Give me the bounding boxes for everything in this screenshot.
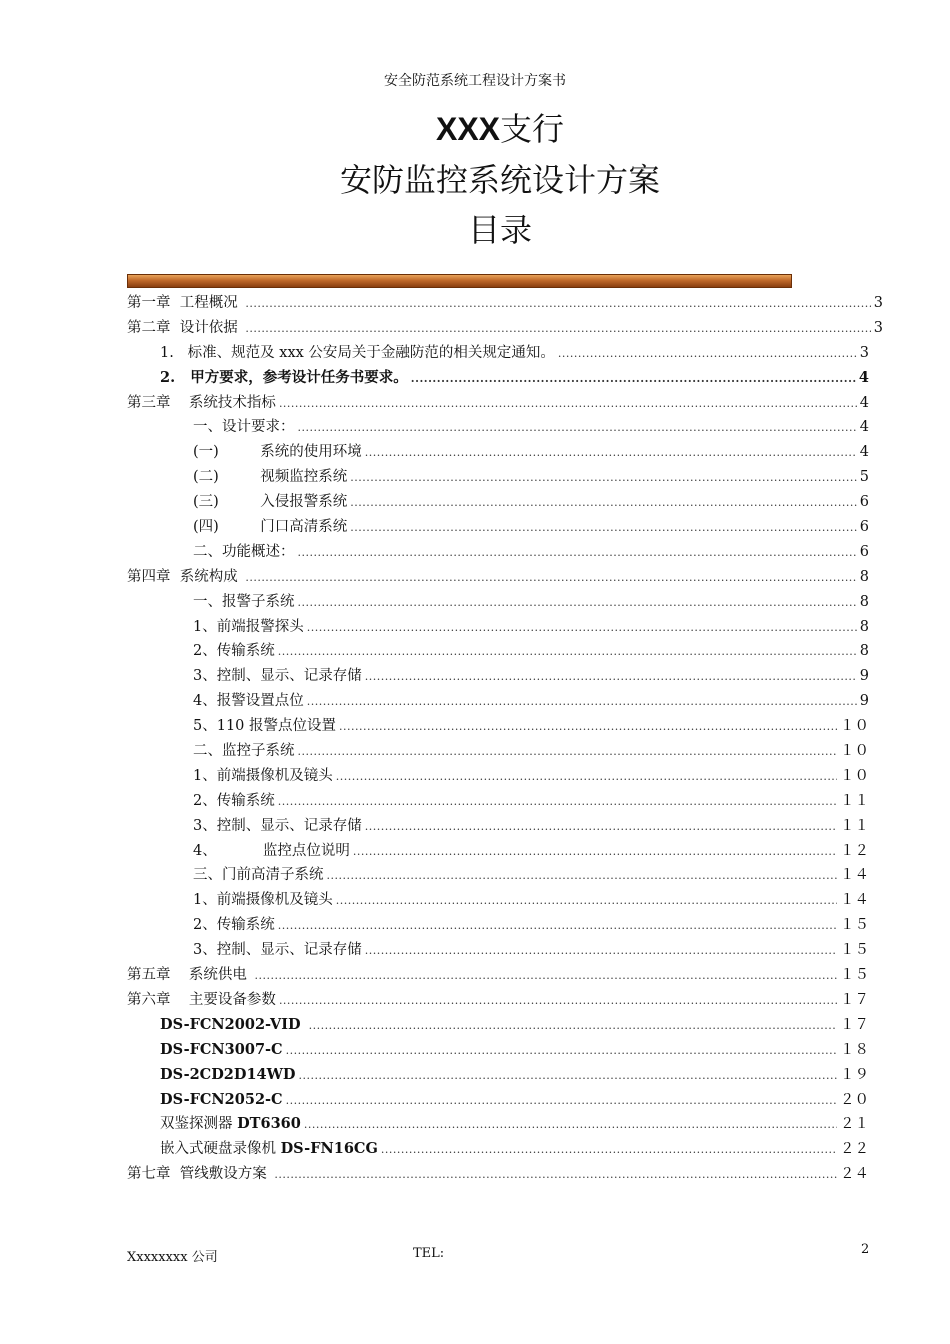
toc-entry[interactable]	[0, 1162, 869, 1187]
toc-entry[interactable]	[0, 415, 869, 440]
document-title-line2: 安防监控系统设计方案	[339, 161, 660, 199]
toc-entry[interactable]	[0, 440, 869, 465]
toc-leader-dots	[365, 815, 837, 840]
toc-leader-dots	[381, 1138, 837, 1163]
toc-entry-page: １４	[840, 892, 869, 909]
toc-entry-page: １５	[840, 942, 869, 959]
toc-entry[interactable]	[0, 615, 869, 640]
toc-entry-title: 3、控制、显示、记录存储	[193, 942, 362, 959]
toc-entry-title	[160, 1112, 301, 1137]
title-branch-suffix: 支行	[500, 110, 565, 148]
toc-leader-dots	[336, 889, 837, 914]
toc-entry-title: 3、控制、显示、记录存储	[193, 817, 362, 834]
toc-entry-title: 1、前端报警探头	[193, 618, 304, 635]
toc-leader-dots	[365, 939, 837, 964]
toc-leader-dots	[245, 317, 870, 342]
toc-entry-page: 9	[859, 693, 869, 710]
toc-leader-dots	[307, 616, 857, 641]
footer-company: Xxxxxxxx 公司	[127, 1250, 218, 1265]
toc-entry-title: DS-FCN3007-C	[160, 1040, 283, 1058]
toc-leader-dots	[304, 1113, 837, 1138]
toc-heading: 目录	[467, 211, 532, 249]
toc-entry-page: １７	[840, 991, 869, 1008]
toc-entry-page: 6	[859, 543, 869, 560]
toc-entry-title: 1. 标准、规范及 xxx 公安局关于金融防范的相关规定通知。	[160, 344, 555, 361]
toc-leader-dots	[286, 1039, 837, 1064]
toc-entry[interactable]	[0, 988, 869, 1013]
toc-leader-dots	[279, 392, 857, 417]
toc-leader-dots	[255, 964, 837, 989]
toc-entry-page: １１	[840, 792, 869, 809]
toc-entry[interactable]	[0, 764, 869, 789]
toc-leader-dots	[299, 1064, 838, 1089]
toc-entry-page: ２１	[840, 1116, 869, 1133]
toc-leader-dots	[350, 491, 856, 516]
toc-entry[interactable]	[0, 590, 869, 615]
toc-entry[interactable]	[0, 839, 869, 864]
toc-entry[interactable]	[0, 1088, 869, 1113]
toc-leader-dots	[309, 1014, 837, 1039]
toc-entry-title: 第四章 系统构成	[127, 568, 243, 585]
toc-entry-page: 4	[859, 444, 869, 461]
toc-leader-dots	[298, 416, 857, 441]
toc-entry-page: 8	[859, 568, 869, 585]
toc-entry[interactable]	[0, 291, 883, 316]
toc-entry-title: 1、前端摄像机及镜头	[193, 892, 333, 909]
toc-entry[interactable]	[0, 1137, 869, 1162]
toc-entry-title: 2、传输系统	[193, 792, 275, 809]
toc-entry[interactable]	[0, 565, 869, 590]
toc-entry[interactable]	[0, 938, 869, 963]
toc-entry[interactable]	[0, 515, 869, 540]
toc-entry[interactable]	[0, 366, 869, 391]
toc-entry-title: 2. 甲方要求，参考设计任务书要求。	[160, 368, 408, 386]
toc-entry[interactable]	[0, 863, 869, 888]
toc-entry-page: １０	[840, 743, 869, 760]
toc-entry-title-model: DS-FN16CG	[280, 1140, 378, 1158]
toc-entry-title: 二、功能概述：	[193, 543, 295, 560]
toc-entry-page: １２	[840, 842, 869, 859]
toc-leader-dots	[298, 541, 857, 566]
toc-entry-page: １７	[840, 1016, 869, 1033]
toc-leader-dots	[350, 516, 856, 541]
toc-entry-title: 5、110 报警点位设置	[193, 718, 337, 735]
toc-leader-dots	[278, 790, 837, 815]
toc-entry-title: DS-FCN2002-VID	[160, 1015, 306, 1033]
toc-entry-page: ２２	[840, 1141, 869, 1158]
decorative-divider-bar	[127, 274, 792, 288]
footer-tel: TEL:	[413, 1246, 445, 1261]
toc-entry[interactable]	[0, 341, 869, 366]
toc-entry[interactable]	[0, 316, 883, 341]
toc-entry-page: ２０	[840, 1091, 869, 1108]
title-branch-code: XXX	[435, 111, 500, 147]
toc-entry-title: 第七章 管线敷设方案	[127, 1166, 272, 1183]
toc-entry-page: １５	[840, 917, 869, 934]
toc-entry-title: DS-FCN2052-C	[160, 1090, 283, 1108]
toc-leader-dots	[411, 367, 856, 392]
toc-entry[interactable]	[0, 689, 869, 714]
toc-entry-page: 4	[858, 368, 869, 386]
toc-entry-title: 第一章 工程概况	[127, 295, 243, 311]
toc-entry-page: ２４	[840, 1166, 869, 1183]
toc-entry[interactable]	[0, 714, 869, 739]
toc-leader-dots	[298, 740, 838, 765]
toc-entry-page: 8	[859, 643, 869, 660]
toc-entry-title: 第六章 主要设备参数	[127, 991, 276, 1008]
toc-leader-dots	[278, 640, 857, 665]
toc-leader-dots	[558, 342, 857, 367]
toc-leader-dots	[365, 665, 857, 690]
document-header: 安全防范系统工程设计方案书	[384, 73, 566, 89]
toc-leader-dots	[365, 441, 857, 466]
toc-entry-page: 8	[859, 593, 869, 610]
toc-entry-page: 8	[859, 618, 869, 635]
toc-entry-title	[160, 1137, 378, 1162]
toc-entry[interactable]	[0, 1112, 869, 1137]
toc-entry[interactable]	[0, 888, 869, 913]
toc-entry-page: 6	[859, 494, 869, 511]
toc-entry-page: １４	[840, 867, 869, 884]
toc-entry-page: 3	[859, 344, 869, 361]
toc-leader-dots	[307, 690, 857, 715]
toc-entry-page: 5	[859, 469, 869, 486]
toc-entry[interactable]	[0, 540, 869, 565]
toc-leader-dots	[350, 466, 856, 491]
toc-entry[interactable]	[0, 1038, 869, 1063]
toc-entry-title: 2、传输系统	[193, 643, 275, 660]
toc-entry-page: 4	[859, 419, 869, 436]
toc-leader-dots	[339, 715, 837, 740]
toc-entry[interactable]	[0, 465, 869, 490]
toc-entry-title: 第二章 设计依据	[127, 319, 243, 336]
toc-entry[interactable]	[0, 963, 869, 988]
toc-entry-title: 第三章 系统技术指标	[127, 394, 276, 411]
toc-entry-title: 一、报警子系统	[193, 593, 295, 610]
toc-entry[interactable]	[0, 391, 869, 416]
toc-entry-page: 3	[873, 295, 883, 311]
toc-entry-title: 2、传输系统	[193, 917, 275, 934]
toc-entry[interactable]	[0, 789, 869, 814]
toc-entry-title: 一、设计要求：	[193, 419, 295, 436]
toc-leader-dots	[245, 292, 870, 317]
toc-entry-title-model: DT6360	[237, 1115, 301, 1133]
toc-entry-title: (四) 门口高清系统	[193, 519, 348, 536]
toc-entry-page: １５	[840, 967, 869, 984]
toc-entry-page: 9	[859, 668, 869, 685]
toc-leader-dots	[279, 989, 837, 1014]
toc-entry-page: 6	[859, 519, 869, 536]
toc-entry-title: (三) 入侵报警系统	[193, 494, 348, 511]
toc-entry-title: 3、控制、显示、记录存储	[193, 668, 362, 685]
toc-leader-dots	[298, 591, 857, 616]
toc-entry-page: １１	[840, 817, 869, 834]
toc-entry-page: １０	[840, 767, 869, 784]
footer-page-number: 2	[861, 1242, 870, 1257]
toc-entry-title: 1、前端摄像机及镜头	[193, 767, 333, 784]
toc-entry-title-prefix: 嵌入式硬盘录像机	[160, 1141, 281, 1158]
toc-entry[interactable]	[0, 739, 869, 764]
toc-entry-title: 三、门前高清子系统	[193, 867, 324, 884]
table-of-contents	[0, 291, 950, 1187]
toc-leader-dots	[336, 765, 837, 790]
toc-entry-title: 第五章 系统供电	[127, 967, 252, 984]
toc-leader-dots	[286, 1089, 837, 1114]
toc-entry[interactable]	[0, 814, 869, 839]
toc-entry[interactable]	[0, 913, 869, 938]
toc-leader-dots	[274, 1163, 837, 1188]
toc-entry[interactable]	[0, 490, 869, 515]
toc-entry-title: 二、监控子系统	[193, 743, 295, 760]
toc-entry-title: DS-2CD2D14WD	[160, 1065, 296, 1083]
toc-entry[interactable]	[0, 1013, 869, 1038]
toc-entry-title: 4、报警设置点位	[193, 693, 304, 710]
toc-entry-page: 3	[873, 319, 883, 336]
toc-entry-title: (一) 系统的使用环境	[193, 444, 362, 461]
toc-entry[interactable]	[0, 664, 869, 689]
toc-entry-page: １０	[840, 718, 869, 735]
toc-entry-page: 4	[859, 394, 869, 411]
toc-entry[interactable]	[0, 1063, 869, 1088]
toc-leader-dots	[278, 914, 837, 939]
toc-leader-dots	[245, 566, 856, 591]
toc-entry-title-prefix: 双鉴探测器	[160, 1116, 238, 1133]
toc-entry-page: １９	[840, 1066, 869, 1083]
toc-leader-dots	[353, 840, 837, 865]
document-title-line1	[0, 104, 950, 150]
toc-entry-title: 4、 监控点位说明	[193, 842, 350, 859]
toc-leader-dots	[327, 864, 838, 889]
toc-entry-page: １８	[840, 1041, 869, 1058]
toc-entry[interactable]	[0, 639, 869, 664]
toc-entry-title: (二) 视频监控系统	[193, 469, 348, 486]
